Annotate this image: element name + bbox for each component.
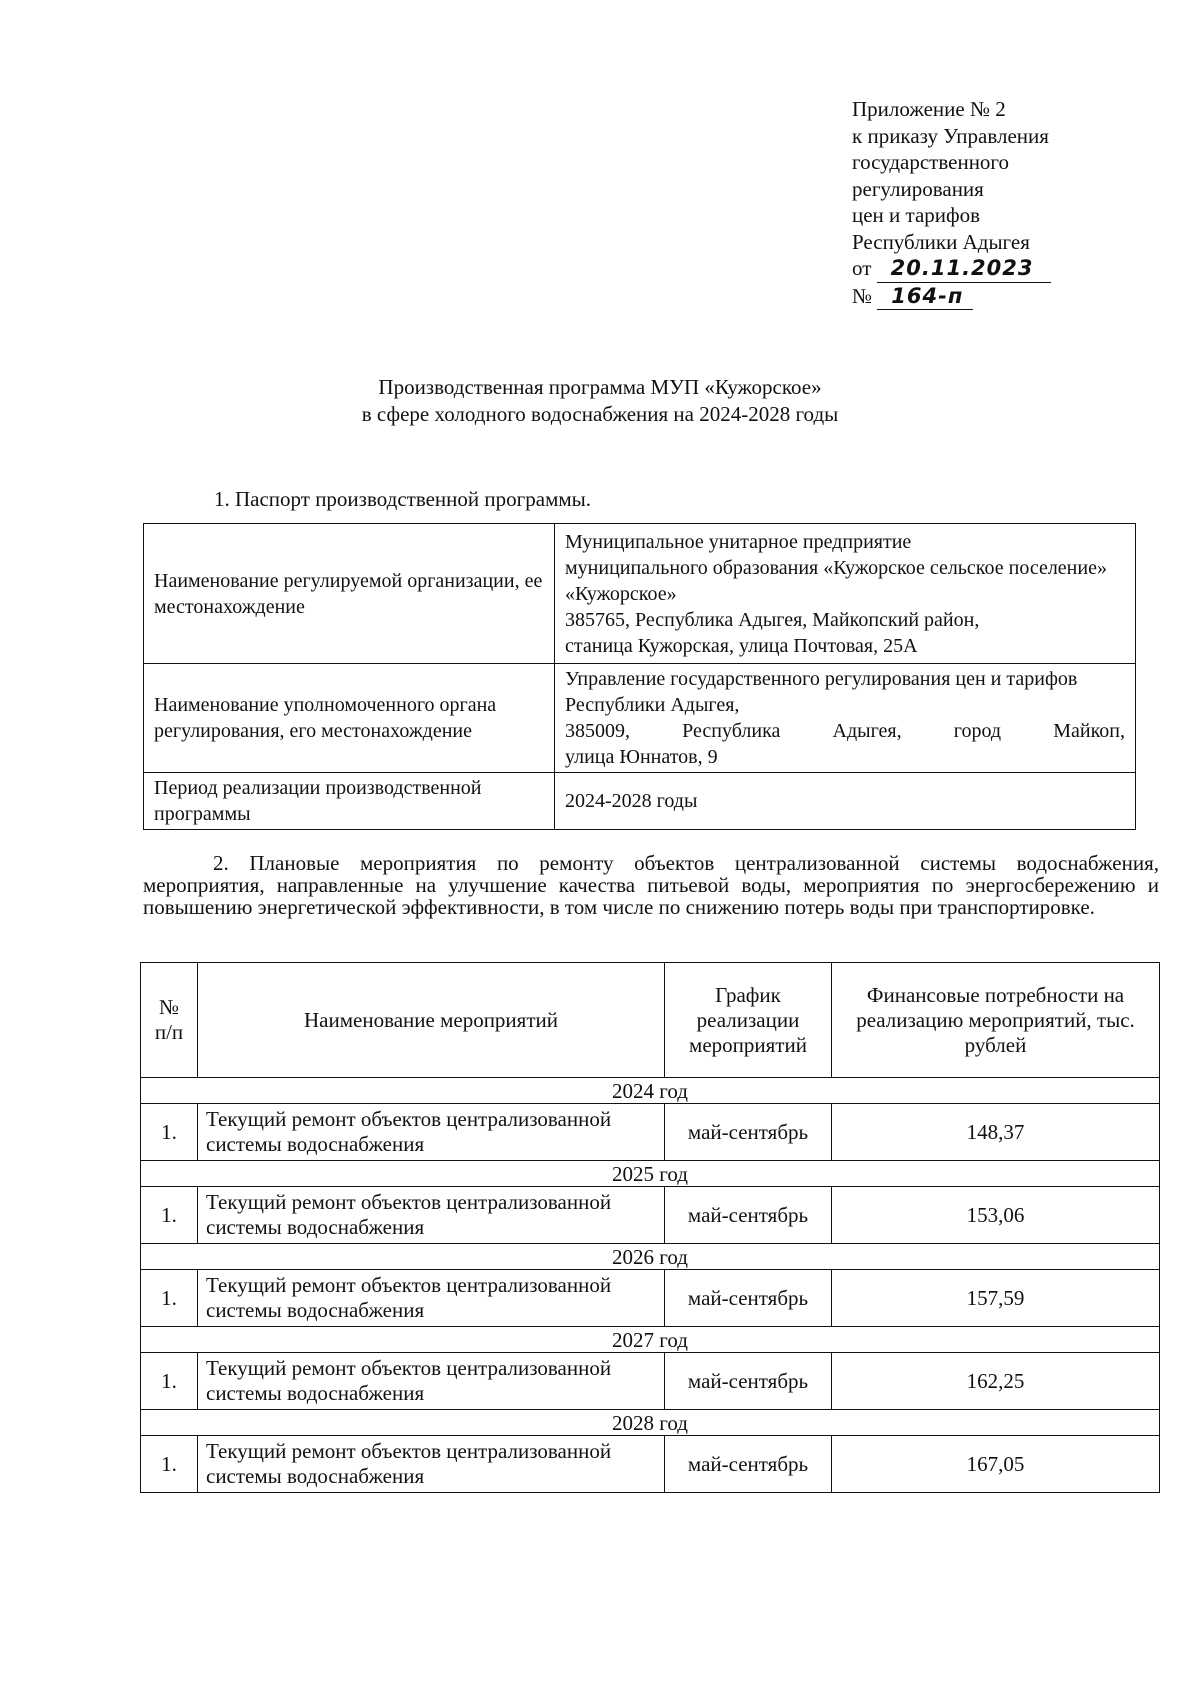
year-row [141, 1161, 1160, 1187]
year-label: 2027 год [141, 1327, 1160, 1353]
value-line: станица Кужорская, улица Почтовая, 25А [565, 634, 918, 657]
annex-line: Приложение № 2 [852, 97, 1006, 121]
section2-paragraph: 2. Плановые мероприятия по ремонту объектов централизованной системы водоснабжения, мероприятия, направленные на улучшение качества питьевой воды, мероприятия по энергосбережению и повышению энергетической эффективности, в том числе по снижению потерь воды при транспортировке. [143, 851, 1159, 919]
value-line: Муниципальное унитарное предприятие [565, 530, 912, 553]
row-amount: 167,05 [832, 1436, 1160, 1493]
table-row [141, 1436, 1160, 1493]
annex-line: регулирования [852, 176, 984, 201]
year-row [141, 1327, 1160, 1353]
passport-label: Наименование регулируемой организации, ее местонахождение [144, 524, 555, 664]
passport-label: Наименование уполномоченного органа регулирования, его местонахождение [144, 664, 555, 773]
value-line: улица Юннатов, 9 [565, 746, 718, 768]
col-header-schedule: График реализации мероприятий [665, 963, 832, 1078]
row-name: Текущий ремонт объектов централизованной системы водоснабжения [198, 1104, 665, 1161]
table-row [141, 1104, 1160, 1161]
year-label: 2024 год [141, 1078, 1160, 1104]
year-label: 2028 год [141, 1410, 1160, 1436]
row-name: Текущий ремонт объектов централизованной системы водоснабжения [198, 1270, 665, 1327]
document-title [0, 374, 1200, 428]
row-schedule: май-сентябрь [665, 1270, 832, 1327]
col-header-name: Наименование мероприятий [198, 963, 665, 1078]
row-schedule: май-сентябрь [665, 1104, 832, 1161]
value-line: 385009, Республика Адыгея, город Майкоп, [565, 720, 1125, 742]
annex-block [852, 96, 1152, 310]
table-row [141, 1353, 1160, 1410]
annex-line: Республики Адыгея [852, 229, 1030, 254]
passport-value: 2024-2028 годы [555, 773, 1136, 830]
activities-table [140, 962, 1160, 1493]
handwritten-date: 20.11.2023 [877, 255, 1051, 283]
passport-row [144, 664, 1136, 773]
row-amount: 162,25 [832, 1353, 1160, 1410]
year-label: 2025 год [141, 1161, 1160, 1187]
value-line: 385765, Республика Адыгея, Майкопский район, [565, 608, 980, 631]
annex-number-line [852, 283, 1152, 311]
row-number: 1. [141, 1353, 198, 1410]
passport-label: Период реализации производственной программы [144, 773, 555, 830]
annex-line: государственного [852, 150, 1010, 174]
row-schedule: май-сентябрь [665, 1187, 832, 1244]
annex-line: к приказу Управления [852, 123, 1049, 148]
passport-value [555, 664, 1136, 773]
row-name: Текущий ремонт объектов централизованной системы водоснабжения [198, 1353, 665, 1410]
row-amount: 153,06 [832, 1187, 1160, 1244]
col-header-finance: Финансовые потребности на реализацию мероприятий, тыс. рублей [832, 963, 1160, 1078]
row-number: 1. [141, 1436, 198, 1493]
col-header-no: № п/п [141, 963, 198, 1078]
row-number: 1. [141, 1270, 198, 1327]
row-schedule: май-сентябрь [665, 1436, 832, 1493]
year-row [141, 1410, 1160, 1436]
value-line: муниципального образования «Кужорское сельское поселение» «Кужорское» [565, 556, 1107, 605]
section1-heading: 1. Паспорт производственной программы. [214, 487, 592, 511]
year-row [141, 1078, 1160, 1104]
number-prefix: № [852, 283, 873, 308]
title-line-1: Производственная программа МУП «Кужорское» [378, 375, 822, 399]
title-line-2: в сфере холодного водоснабжения на 2024-2028 годы [361, 402, 839, 426]
row-name: Текущий ремонт объектов централизованной системы водоснабжения [198, 1187, 665, 1244]
year-row [141, 1244, 1160, 1270]
passport-table [143, 523, 1136, 830]
row-number: 1. [141, 1104, 198, 1161]
table-row [141, 1270, 1160, 1327]
passport-value [555, 524, 1136, 664]
annex-date-line [852, 255, 1152, 283]
handwritten-number: 164-п [877, 283, 973, 311]
table-row [141, 1187, 1160, 1244]
passport-row [144, 773, 1136, 830]
passport-row [144, 524, 1136, 664]
annex-line: цен и тарифов [852, 203, 981, 227]
row-name: Текущий ремонт объектов централизованной системы водоснабжения [198, 1436, 665, 1493]
row-number: 1. [141, 1187, 198, 1244]
row-amount: 157,59 [832, 1270, 1160, 1327]
year-label: 2026 год [141, 1244, 1160, 1270]
row-schedule: май-сентябрь [665, 1353, 832, 1410]
activities-header-row [141, 963, 1160, 1078]
value-line: Управление государственного регулирования цен и тарифов Республики Адыгея, [565, 668, 1078, 716]
date-prefix: от [852, 256, 872, 280]
row-amount: 148,37 [832, 1104, 1160, 1161]
